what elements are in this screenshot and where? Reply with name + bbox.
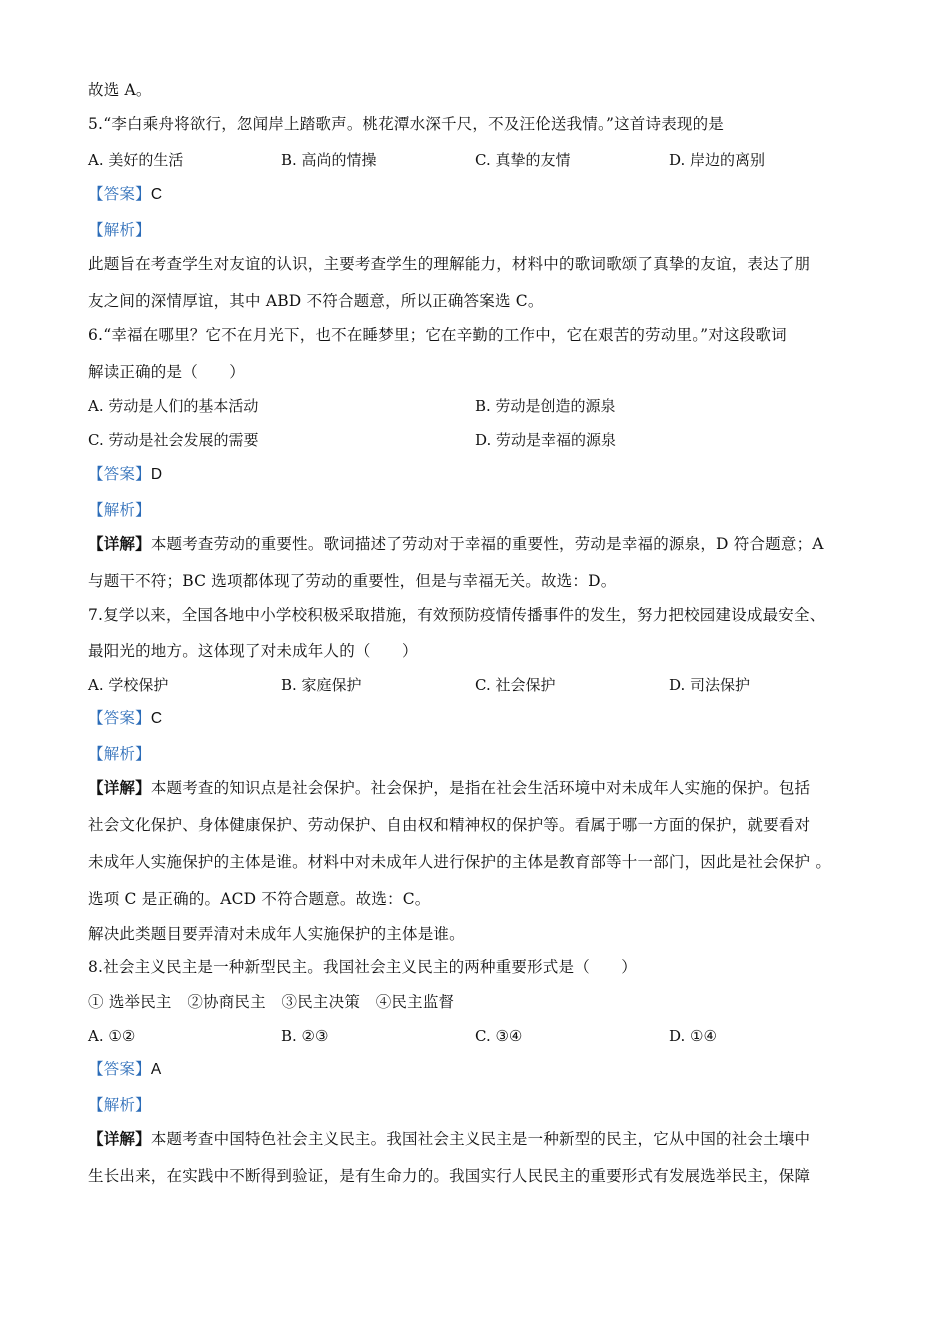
analysis-tag: 【解析】 bbox=[88, 1096, 151, 1114]
q5-analysis-tag bbox=[88, 220, 151, 240]
q7-explanation-line bbox=[88, 778, 810, 798]
q6-option-c: C. 劳动是社会发展的需要 bbox=[88, 431, 259, 449]
analysis-tag: 【解析】 bbox=[88, 221, 151, 239]
answer-tag: 【答案】 bbox=[88, 1060, 151, 1078]
text-line: 故选 A。 bbox=[88, 81, 152, 99]
q6-option-b: B. 劳动是创造的源泉 bbox=[475, 397, 616, 415]
q6-answer-line bbox=[88, 464, 162, 485]
q7-explanation-line: 解决此类题目要弄清对未成年人实施保护的主体是谁。 bbox=[88, 925, 465, 943]
q5-answer-line bbox=[88, 184, 162, 205]
q8-explanation-line: 生长出来，在实践中不断得到验证，是有生命力的。我国实行人民民主的重要形式有发展选举民主，保障 bbox=[88, 1167, 811, 1185]
q7-analysis-tag bbox=[88, 744, 151, 764]
answer-tag: 【答案】 bbox=[88, 465, 151, 483]
analysis-tag: 【解析】 bbox=[88, 501, 151, 519]
q6-analysis-tag bbox=[88, 500, 151, 520]
q7-explanation-line: 未成年人实施保护的主体是谁。材料中对未成年人进行保护的主体是教育部等十一部门，因此是社会保护 。 bbox=[88, 853, 832, 871]
q8-option-c: C. ③④ bbox=[475, 1027, 523, 1045]
question-5: 5.“李白乘舟将欲行，忽闻岸上踏歌声。桃花潭水深千尺，不及汪伦送我情。”这首诗表现的是 bbox=[88, 115, 724, 133]
q8-option-d: D. ①④ bbox=[669, 1027, 717, 1045]
question-6: 6.“幸福在哪里？它不在月光下，也不在睡梦里；它在辛勤的工作中，它在艰苦的劳动里。”对这段歌词 bbox=[88, 326, 787, 344]
q5-option-d: D. 岸边的离别 bbox=[669, 151, 766, 169]
q5-option-b: B. 高尚的情操 bbox=[281, 151, 377, 169]
answer-value: C bbox=[150, 710, 163, 727]
detail-tag: 【详解】 bbox=[88, 534, 151, 553]
q7-option-b: B. 家庭保护 bbox=[281, 676, 362, 694]
q7-explanation-line: 社会文化保护、身体健康保护、劳动保护、自由权和精神权的保护等。看属于哪一方面的保护，就要看对 bbox=[88, 816, 811, 834]
detail-text: 本题考查的知识点是社会保护。社会保护，是指在社会生活环境中对未成年人实施的保护。包括 bbox=[150, 779, 811, 797]
q8-analysis-tag bbox=[88, 1095, 151, 1115]
analysis-tag: 【解析】 bbox=[88, 745, 151, 763]
q8-option-b: B. ②③ bbox=[281, 1027, 329, 1045]
q6-explanation-line: 与题干不符；BC 选项都体现了劳动的重要性，但是与幸福无关。故选：D。 bbox=[88, 572, 617, 590]
answer-tag: 【答案】 bbox=[88, 185, 151, 203]
question-8: 8.社会主义民主是一种新型民主。我国社会主义民主的两种重要形式是（ ） bbox=[88, 958, 637, 976]
q8-explanation-line bbox=[88, 1129, 810, 1149]
answer-value: A bbox=[150, 1061, 162, 1078]
question-7-cont: 最阳光的地方。这体现了对未成年人的（ ） bbox=[88, 642, 418, 660]
detail-tag: 【详解】 bbox=[88, 778, 151, 797]
q7-option-d: D. 司法保护 bbox=[669, 676, 751, 694]
q7-option-c: C. 社会保护 bbox=[475, 676, 556, 694]
q5-option-a: A. 美好的生活 bbox=[88, 151, 184, 169]
question-6-cont: 解读正确的是（ ） bbox=[88, 363, 246, 381]
q7-answer-line bbox=[88, 708, 162, 729]
q8-option-a: A. ①② bbox=[88, 1027, 136, 1045]
question-8-items: ① 选举民主 ②协商民主 ③民主决策 ④民主监督 bbox=[88, 993, 455, 1011]
q8-answer-line bbox=[88, 1059, 161, 1080]
detail-text: 本题考查劳动的重要性。歌词描述了劳动对于幸福的重要性，劳动是幸福的源泉，D 符合题意；A bbox=[150, 535, 824, 553]
answer-tag: 【答案】 bbox=[88, 709, 151, 727]
question-7: 7.复学以来，全国各地中小学校积极采取措施，有效预防疫情传播事件的发生，努力把校园建设成最安全、 bbox=[88, 606, 826, 624]
q6-option-d: D. 劳动是幸福的源泉 bbox=[475, 431, 617, 449]
answer-value: C bbox=[150, 186, 163, 203]
q5-explanation-line: 友之间的深情厚谊，其中 ABD 不符合题意，所以正确答案选 C。 bbox=[88, 292, 544, 310]
q6-explanation-line bbox=[88, 534, 824, 554]
q7-option-a: A. 学校保护 bbox=[88, 676, 169, 694]
detail-text: 本题考查中国特色社会主义民主。我国社会主义民主是一种新型的民主，它从中国的社会土壤中 bbox=[150, 1130, 811, 1148]
q6-option-a: A. 劳动是人们的基本活动 bbox=[88, 397, 259, 415]
q5-explanation-line: 此题旨在考查学生对友谊的认识，主要考查学生的理解能力，材料中的歌词歌颂了真挚的友谊，表达了朋 bbox=[88, 255, 811, 273]
q5-option-c: C. 真挚的友情 bbox=[475, 151, 571, 169]
answer-value: D bbox=[150, 466, 163, 483]
q7-explanation-line: 选项 C 是正确的。ACD 不符合题意。故选：C。 bbox=[88, 890, 431, 908]
detail-tag: 【详解】 bbox=[88, 1129, 151, 1148]
